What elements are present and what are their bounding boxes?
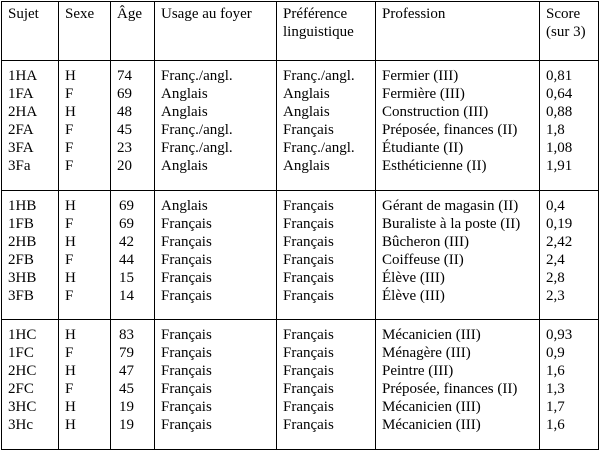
- age-value: 20: [117, 158, 132, 174]
- score-value: 1,7: [546, 399, 565, 416]
- preference-value: Français: [283, 197, 334, 214]
- sexe-value: F: [65, 215, 74, 232]
- cell-age: [111, 61, 155, 191]
- header-preference-line2: linguistique: [283, 24, 354, 40]
- header-preference: [277, 2, 376, 61]
- usage-value: Français: [161, 251, 212, 268]
- profession-value: Élève (III): [382, 287, 445, 304]
- score-value: 0,81: [546, 68, 573, 84]
- table-body: [2, 61, 599, 450]
- header-profession: Profession: [376, 2, 540, 61]
- age-value: 69: [117, 86, 132, 102]
- usage-value: Anglais: [161, 104, 208, 120]
- score-value: 1,6: [546, 417, 565, 434]
- profession-value: Mécanicien (III): [382, 417, 481, 434]
- score-value: 2,3: [546, 287, 565, 304]
- group-row: [2, 190, 599, 320]
- sexe-value: F: [65, 158, 74, 174]
- header-preference-line1: Préférence: [283, 6, 348, 22]
- sujet-value: 1HB: [8, 197, 37, 214]
- usage-value: Franç./angl.: [161, 140, 233, 156]
- age-value: 74: [117, 68, 132, 84]
- group-row: [2, 320, 599, 450]
- sujet-value: 3FB: [8, 287, 34, 304]
- cell-usage: [155, 61, 277, 191]
- preference-value: Français: [283, 269, 334, 286]
- score-value: 2,8: [546, 269, 565, 286]
- age-value: 19: [119, 399, 134, 416]
- usage-value: Franç./angl.: [161, 68, 233, 84]
- header-score-line2: (sur 3): [546, 24, 586, 40]
- sujet-value: 3HB: [8, 269, 37, 286]
- preference-value: Français: [283, 363, 334, 380]
- sexe-value: H: [65, 399, 76, 416]
- sexe-value: H: [65, 417, 76, 434]
- header-row: [2, 2, 599, 61]
- preference-value: Français: [283, 287, 334, 304]
- header-age: Âge: [111, 2, 155, 61]
- usage-value: Français: [161, 269, 212, 286]
- age-value: 48: [117, 104, 132, 120]
- age-value: 44: [119, 251, 134, 268]
- score-value: 1,08: [546, 140, 573, 156]
- score-value: 1,6: [546, 363, 565, 380]
- profession-value: Préposée, finances (II): [382, 381, 518, 398]
- sujet-value: 3HC: [8, 399, 37, 416]
- sujet-value: 3Fa: [8, 158, 31, 174]
- usage-value: Anglais: [161, 86, 208, 102]
- subjects-table: [1, 1, 599, 450]
- sujet-value: 1HC: [8, 327, 37, 344]
- age-value: 15: [119, 269, 134, 286]
- preference-value: Français: [283, 327, 334, 344]
- sexe-value: F: [65, 122, 74, 138]
- age-value: 79: [119, 345, 134, 362]
- age-value: 19: [119, 417, 134, 434]
- cell-preference: [277, 190, 376, 320]
- preference-value: Anglais: [283, 104, 330, 120]
- sujet-value: 3FA: [8, 140, 34, 156]
- score-value: 0,4: [546, 197, 565, 214]
- profession-value: Buraliste à la poste (II): [382, 215, 521, 232]
- age-value: 23: [117, 140, 132, 156]
- profession-value: Ménagère (III): [382, 345, 471, 362]
- header-sujet: Sujet: [2, 2, 59, 61]
- cell-age: [111, 320, 155, 450]
- profession-value: Fermière (III): [382, 86, 465, 102]
- usage-value: Français: [161, 381, 212, 398]
- preference-value: Français: [283, 345, 334, 362]
- profession-value: Bûcheron (III): [382, 233, 470, 250]
- usage-value: Français: [161, 363, 212, 380]
- profession-value: Coiffeuse (II): [382, 251, 464, 268]
- score-value: 0,9: [546, 345, 565, 362]
- sexe-value: H: [65, 363, 76, 380]
- age-value: 69: [119, 215, 134, 232]
- sexe-value: F: [65, 345, 74, 362]
- cell-sexe: [59, 190, 111, 320]
- cell-usage: [155, 320, 277, 450]
- cell-preference: [277, 320, 376, 450]
- header-score: [540, 2, 599, 61]
- sujet-value: 2FB: [8, 251, 34, 268]
- sexe-value: H: [65, 68, 76, 84]
- score-value: 1,3: [546, 381, 565, 398]
- cell-age: [111, 190, 155, 320]
- age-value: 69: [119, 197, 134, 214]
- header-sexe: Sexe: [59, 2, 111, 61]
- age-value: 45: [119, 381, 134, 398]
- preference-value: Français: [283, 215, 334, 232]
- profession-value: Peintre (III): [382, 363, 454, 380]
- usage-value: Franç./angl.: [161, 122, 233, 138]
- sujet-value: 1HA: [8, 68, 38, 84]
- age-value: 45: [117, 122, 132, 138]
- profession-value: Étudiante (II): [382, 140, 464, 156]
- profession-value: Fermier (III): [382, 68, 459, 84]
- sujet-value: 2HA: [8, 104, 38, 120]
- usage-value: Français: [161, 417, 212, 434]
- preference-value: Anglais: [283, 86, 330, 102]
- sexe-value: F: [65, 381, 74, 398]
- profession-value: Mécanicien (III): [382, 327, 481, 344]
- group-row: [2, 61, 599, 191]
- sexe-value: F: [65, 251, 74, 268]
- cell-score: [540, 320, 599, 450]
- header-score-line1: Score: [546, 6, 581, 22]
- preference-value: Anglais: [283, 158, 330, 174]
- sujet-value: 3Hc: [8, 417, 33, 434]
- preference-value: Français: [283, 122, 334, 138]
- cell-sujet: [2, 190, 59, 320]
- usage-value: Français: [161, 287, 212, 304]
- score-value: 0,93: [546, 327, 573, 344]
- sujet-value: 1FB: [8, 215, 34, 232]
- cell-sujet: [2, 61, 59, 191]
- usage-value: Anglais: [161, 197, 208, 214]
- sexe-value: F: [65, 86, 74, 102]
- cell-sexe: [59, 320, 111, 450]
- cell-usage: [155, 190, 277, 320]
- age-value: 83: [119, 327, 134, 344]
- score-value: 0,64: [546, 86, 573, 102]
- score-value: 2,42: [546, 233, 573, 250]
- usage-value: Français: [161, 345, 212, 362]
- sujet-value: 1FC: [8, 345, 34, 362]
- sexe-value: F: [65, 287, 74, 304]
- header-usage: Usage au foyer: [155, 2, 277, 61]
- age-value: 42: [119, 233, 134, 250]
- profession-value: Gérant de magasin (II): [382, 197, 519, 214]
- preference-value: Français: [283, 251, 334, 268]
- sujet-value: 1FA: [8, 86, 34, 102]
- profession-value: Esthéticienne (II): [382, 158, 487, 174]
- profession-value: Préposée, finances (II): [382, 122, 518, 138]
- cell-score: [540, 61, 599, 191]
- usage-value: Français: [161, 327, 212, 344]
- cell-sexe: [59, 61, 111, 191]
- cell-score: [540, 190, 599, 320]
- age-value: 14: [119, 287, 134, 304]
- preference-value: Français: [283, 381, 334, 398]
- cell-sujet: [2, 320, 59, 450]
- sexe-value: H: [65, 233, 76, 250]
- score-value: 0,88: [546, 104, 573, 120]
- preference-value: Franç./angl.: [283, 140, 355, 156]
- sexe-value: H: [65, 197, 76, 214]
- cell-preference: [277, 61, 376, 191]
- preference-value: Français: [283, 399, 334, 416]
- usage-value: Français: [161, 399, 212, 416]
- profession-value: Construction (III): [382, 104, 489, 120]
- profession-value: Élève (III): [382, 269, 445, 286]
- preference-value: Franç./angl.: [283, 68, 355, 84]
- usage-value: Anglais: [161, 158, 208, 174]
- sexe-value: H: [65, 104, 76, 120]
- sexe-value: H: [65, 269, 76, 286]
- usage-value: Français: [161, 215, 212, 232]
- score-value: 1,91: [546, 158, 573, 174]
- sujet-value: 2HB: [8, 233, 37, 250]
- score-value: 0,19: [546, 215, 573, 232]
- age-value: 47: [119, 363, 134, 380]
- sujet-value: 2FC: [8, 381, 34, 398]
- cell-profession: [376, 190, 540, 320]
- preference-value: Français: [283, 233, 334, 250]
- sujet-value: 2HC: [8, 363, 37, 380]
- cell-profession: [376, 320, 540, 450]
- profession-value: Mécanicien (III): [382, 399, 481, 416]
- sujet-value: 2FA: [8, 122, 34, 138]
- sexe-value: H: [65, 327, 76, 344]
- cell-profession: [376, 61, 540, 191]
- usage-value: Français: [161, 233, 212, 250]
- score-value: 1,8: [546, 122, 565, 138]
- sexe-value: F: [65, 140, 74, 156]
- preference-value: Français: [283, 417, 334, 434]
- score-value: 2,4: [546, 251, 565, 268]
